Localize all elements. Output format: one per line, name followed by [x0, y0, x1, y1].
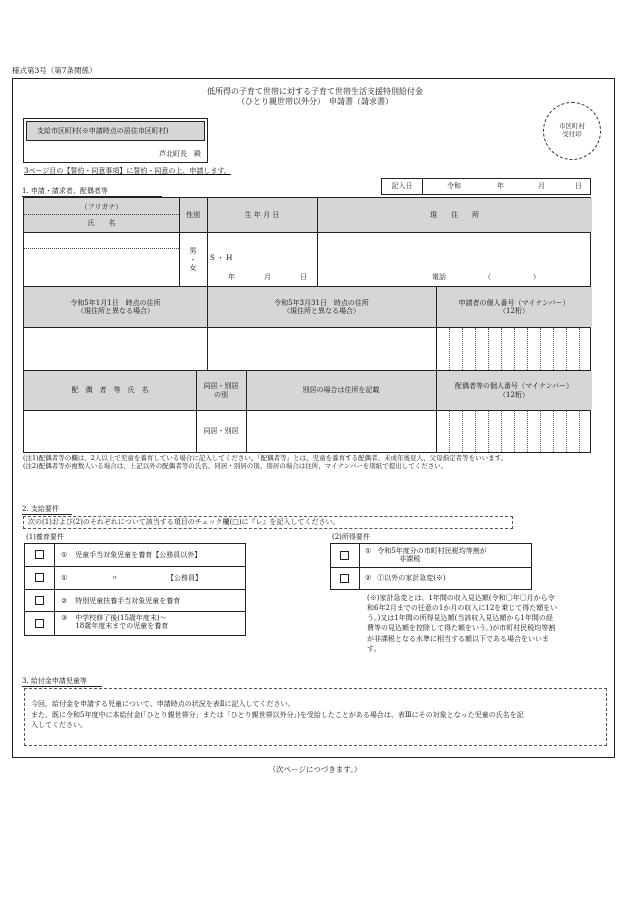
sub2-title: (2)所得要件: [332, 533, 370, 541]
reception-stamp-area: [543, 102, 601, 160]
section2-underline: [22, 514, 72, 515]
note-line: が非課税となる水準に相当する額以下である場合をいいま: [367, 634, 549, 643]
section3-line: 今回、給付金を申請する児童について、申請時点の状況を表Ⅱに記入してください。: [31, 700, 295, 708]
digit-divider: [462, 411, 463, 452]
checkbox-upbringing-2[interactable]: [35, 596, 44, 605]
entry-date-year: 年: [497, 182, 504, 191]
mynumber-sp-line1: 配偶者等の個人番号（マイナンバー）: [454, 382, 574, 391]
item-number: ③: [61, 614, 68, 622]
note-2: (注2)配偶者等が複数人いる場合は、上記以外の配偶者等の氏名、同居・別居の別、別居の場合は住所、マイナンバーを別紙で提出してください。: [23, 461, 448, 470]
furigana-label: （フリガナ）: [80, 202, 123, 211]
entry-date-day: 日: [575, 182, 582, 191]
section2-instruction: 次の(1)および(2)のそれぞれについて該当する項目のチェック欄(□)に『レ』を記入してください。: [23, 516, 513, 529]
birth-month-label: 月: [264, 273, 271, 281]
upbringing-item-1: [61, 551, 201, 559]
entry-date-label: 記入日: [382, 179, 423, 194]
address-label: 現 住 所: [430, 210, 479, 219]
section3-line: 入してください。: [31, 721, 87, 729]
checkbox-upbringing-1b[interactable]: [35, 573, 44, 582]
name-input[interactable]: [24, 249, 179, 287]
mynumber-app-line2: （12桁）: [499, 307, 529, 315]
section1-heading: 1. 申請・請求者、配偶者等: [22, 187, 108, 195]
address-r5-0331-label: [207, 287, 436, 327]
gender-male[interactable]: 男: [189, 247, 197, 256]
checkbox-income-2[interactable]: [340, 574, 349, 583]
addr-0331-line1: 令和5年3月31日 時点の住所: [274, 298, 369, 307]
section2-heading: 2. 支給要件: [22, 505, 59, 513]
digit-divider: [566, 328, 567, 370]
previous-address-table: [23, 287, 591, 371]
name-label: 氏 名: [87, 218, 116, 227]
consent-note: 3ページ目の【誓約・同意事項】に誓約・同意の上、申請します。: [24, 167, 231, 175]
addr-0331-line2: （現住所と異なる場合）: [283, 307, 360, 315]
sudden-change-note: [367, 593, 607, 654]
checkbox-upbringing-3[interactable]: [35, 619, 44, 628]
section3-heading: 3. 給付金申請児童等: [22, 677, 87, 685]
form-title: [0, 87, 630, 106]
digit-divider: [488, 328, 489, 370]
note-line: 和6年2月までの任意の1か月の収入に12を乗じて得た額をい: [367, 604, 558, 613]
item-number: ②: [365, 574, 372, 582]
section3-line: また、既に令和5年度中に本給付金(「ひとり親世帯分」または「ひとり親世帯以外分」)を受給したことがある場合は、表Ⅲにその対象となった児童の氏名を記: [31, 710, 524, 719]
item-suffix: 【公務員】: [167, 574, 202, 582]
row-divider: [331, 567, 531, 568]
mayor-addressee: 芦北町長 殿: [159, 150, 201, 158]
digit-divider: [514, 411, 515, 452]
checkbox-income-1[interactable]: [340, 551, 349, 560]
address-r5-0101-label: [24, 287, 207, 327]
gender-separator: ・: [189, 255, 197, 264]
entry-date-box[interactable]: [381, 178, 591, 195]
item-text2: 18歳年度末までの児童を養育: [75, 622, 169, 631]
recipient-box: [23, 118, 208, 163]
digit-divider: [475, 411, 476, 452]
entry-date-era: 令和: [447, 182, 461, 191]
item-text: 令和5年度分の市町村民税均等割が: [377, 547, 487, 555]
stamp-line2: 受付印: [562, 130, 582, 138]
address-input[interactable]: [317, 233, 592, 271]
note-line: (※)家計急変とは、1年間の収入見込額(令和〇年〇月から令: [367, 594, 555, 602]
digit-divider: [475, 328, 476, 370]
item-text: ①以外の家計急変(※): [377, 574, 446, 582]
item-ditto: 〃: [111, 574, 118, 582]
cohab-line2: の別: [214, 390, 228, 399]
digit-divider: [501, 328, 502, 370]
birth-day-label: 日: [300, 273, 307, 281]
gender-label: 性別: [186, 210, 200, 219]
digit-divider: [566, 411, 567, 452]
item-text: 特別児童扶養手当対象児童を養育: [75, 597, 181, 605]
upbringing-requirement-table: [24, 543, 246, 636]
gender-select[interactable]: [179, 234, 207, 286]
item-text: 中学校修了後(15歳年度末)～: [75, 614, 167, 622]
item-number: ②: [61, 597, 68, 605]
upbringing-item-1b: [61, 574, 241, 582]
row-divider: [25, 566, 245, 567]
item-number: ①: [61, 574, 68, 582]
spouse-mynumber-input[interactable]: [436, 411, 592, 452]
digit-divider: [540, 328, 541, 370]
gender-female[interactable]: 女: [189, 264, 197, 273]
applicant-table: [23, 197, 591, 287]
income-requirement-table: [330, 543, 532, 590]
separate-address-input[interactable]: [246, 411, 436, 452]
applicant-mynumber-input[interactable]: [436, 328, 592, 370]
phone-input[interactable]: （ ）: [484, 273, 540, 281]
continued-footer: （次ページにつづきます。）: [268, 765, 362, 774]
note-1: (注1)配偶者等の欄は、2人以上で児童を養育している場合に記入してください。「配偶者等」とは、児童を養育する配偶者、未成年後見人、父母指定者等をいいます。: [23, 454, 508, 462]
cohabitation-select[interactable]: 同居・別居: [203, 427, 239, 436]
birthdate-label: 生 年 月 日: [244, 210, 280, 219]
furigana-input[interactable]: [24, 233, 179, 248]
digit-divider: [553, 328, 554, 370]
form-number: 様式第3号（第7条関係）: [12, 66, 97, 75]
digit-divider: [449, 411, 450, 452]
digit-divider: [514, 328, 515, 370]
address-r5-0101-input[interactable]: [24, 328, 207, 370]
title-line2: （ひとり親世帯以外分） 申請書（請求書）: [237, 96, 393, 106]
item-text2: 非課税: [399, 555, 421, 564]
cohab-line1: 同居・別居: [203, 382, 239, 391]
checkbox-upbringing-1[interactable]: [35, 550, 44, 559]
income-item-2: [365, 574, 446, 582]
note-line: う。)又は1年間の所得見込額(当該収入見込額から1年間の経: [367, 614, 553, 623]
digit-divider: [579, 411, 580, 452]
birth-era[interactable]: S ・ H: [210, 254, 233, 262]
phone-label: 電話: [432, 273, 446, 281]
digit-divider: [579, 328, 580, 370]
section3-instructions: [24, 688, 607, 746]
notes: [23, 455, 623, 471]
spouse-mynumber-label: [436, 371, 592, 410]
digit-divider: [540, 411, 541, 452]
recipient-label: 支給市区町村(※申請時点の居住市区町村): [26, 121, 205, 141]
item-number: ①: [61, 551, 68, 559]
furigana-divider: [24, 214, 179, 215]
spouse-name-input[interactable]: [24, 411, 196, 452]
item-text: 児童手当対象児童を養育【公務員以外】: [75, 551, 202, 559]
income-item-1: [365, 547, 487, 564]
address-r5-0331-input[interactable]: [207, 328, 436, 370]
digit-divider: [501, 411, 502, 452]
mynumber-sp-line2: （12桁）: [499, 390, 529, 399]
digit-divider: [527, 411, 528, 452]
upbringing-item-3: [61, 614, 168, 631]
item-number: ①: [365, 547, 372, 555]
cohabitation-label: [196, 371, 246, 410]
upbringing-item-2: [61, 597, 180, 605]
row-divider: [25, 589, 245, 590]
digit-divider: [488, 411, 489, 452]
addr-0101-line1: 令和5年1月1日 時点の住所: [70, 298, 161, 307]
separate-address-label: 別居の場合は住所を記載: [302, 386, 380, 395]
addr-0101-line2: （現住所と異なる場合）: [77, 307, 154, 315]
section3-underline: [22, 686, 102, 687]
digit-divider: [462, 328, 463, 370]
entry-date-month: 月: [538, 182, 545, 191]
digit-divider: [553, 411, 554, 452]
birth-year-label: 年: [228, 273, 235, 281]
sub1-title: (1)養育要件: [26, 533, 64, 541]
stamp-line1: 市区町村: [559, 122, 585, 131]
spouse-table: [23, 371, 591, 453]
digit-divider: [449, 328, 450, 370]
spouse-name-label: 配 偶 者 等 氏 名: [71, 386, 149, 395]
digit-divider: [527, 328, 528, 370]
applicant-mynumber-label: [436, 287, 592, 327]
note-line: す。: [367, 644, 381, 653]
row-divider: [25, 611, 245, 612]
note-line: 費等の見込額を控除して得た額をいう。)が市町村民税均等割: [367, 624, 556, 633]
title-line1: 低所得の子育て世帯に対する子育て世帯生活支援特別給付金: [207, 87, 423, 96]
mynumber-app-line1: 申請者の個人番号（マイナンバー）: [458, 298, 570, 307]
